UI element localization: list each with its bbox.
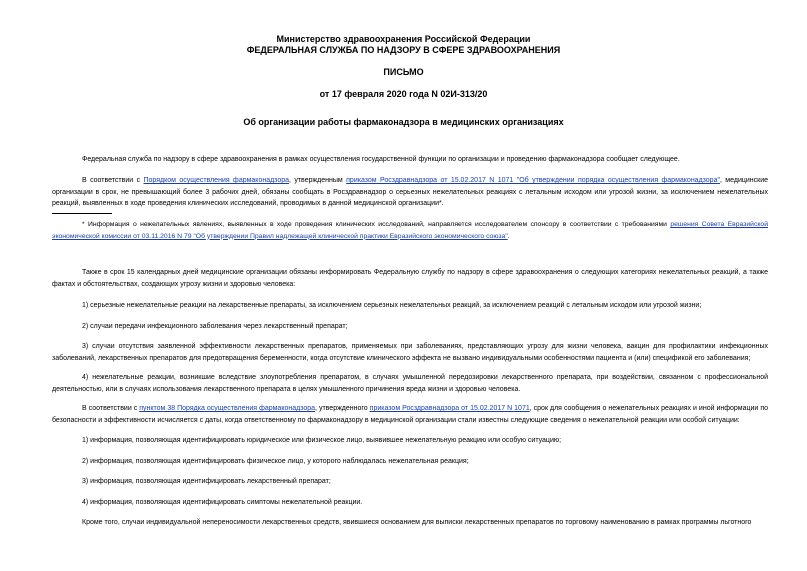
document-title: Об организации работы фармаконадзора в медицинских организациях bbox=[243, 117, 564, 127]
list2-item-4-text: 4) информация, позволяющая идентифицировать симптомы нежелательной реакции. bbox=[82, 499, 363, 506]
p2-text-c: , медицинские организации в срок, не превышающий более 3 рабочих дней, обязаны сообщать в Росздравнадзор о серьезных нежелательных реакциях с летальным исходом или угрозой жизни, за исключением нежелательных реакций, выявленных в ходе проведения клинических исследований, проводимых в данной медицинской организации*. bbox=[52, 177, 769, 207]
doc-type-heading: ПИСЬМО bbox=[383, 67, 424, 77]
order-1071-link-2[interactable]: приказом Росздравнадзора от 15.02.2017 N 1071 bbox=[369, 405, 530, 412]
p2-text-b: , утвержденным bbox=[289, 177, 347, 184]
order-link[interactable]: Порядком осуществления фармаконадзора bbox=[143, 177, 289, 184]
p4-text-c: , срок для сообщения о нежелательных реакциях и иной информации по безопасности и эффективности исчисляется с даты, когда ответственному по фармаконадзору в медицинской организации стали известны следующие сведения о нежелательной реакции или особой ситуации: bbox=[52, 405, 769, 424]
p4-text-b: , утвержденного bbox=[315, 405, 370, 412]
list2-item-3-text: 3) информация, позволяющая идентифицировать лекарственный препарат; bbox=[82, 478, 331, 485]
footnote-divider bbox=[52, 213, 112, 214]
footnote bbox=[52, 219, 768, 242]
list2-item-4 bbox=[52, 497, 768, 509]
order-1071-link[interactable]: приказом Росздравнадзора от 15.02.2017 N 1071 "Об утверждении порядка осуществления фармаконадзора" bbox=[346, 177, 720, 184]
service-heading: ФЕДЕРАЛЬНАЯ СЛУЖБА ПО НАДЗОРУ В СФЕРЕ ЗДРАВООХРАНЕНИЯ bbox=[246, 45, 561, 55]
paragraph-15-days bbox=[52, 267, 768, 290]
paragraph-order-reference bbox=[52, 175, 768, 210]
clause-38-link[interactable]: пунктом 38 Порядка осуществления фармаконадзора bbox=[139, 405, 316, 412]
paragraph-clause-38 bbox=[52, 403, 768, 426]
p2-text-a: В соответствии с bbox=[82, 177, 144, 184]
list1-item-4-text: 4) нежелательные реакции, возникшие вследствие злоупотребления препаратом, в случаях умышленной передозировки лекарственного препарата, при воздействии, связанном с профессиональной деятельностью, или в случаях использования лекарственного препарата в целях умышленного причинения вреда жизни и здоровью человека. bbox=[52, 374, 768, 393]
list1-item-4 bbox=[52, 372, 768, 395]
list2-item-1 bbox=[52, 435, 768, 447]
paragraph-intolerance bbox=[52, 517, 768, 529]
list1-item-3 bbox=[52, 341, 768, 364]
list2-item-2 bbox=[52, 456, 768, 468]
list1-item-2 bbox=[52, 321, 768, 333]
ministry-heading: Министерство здравоохранения Российской Федерации bbox=[276, 34, 531, 44]
footnote-text-b: . bbox=[507, 232, 510, 240]
p5-text: Кроме того, случаи индивидуальной непереносимости лекарственных средств, явившиеся основанием для выписки лекарственных препаратов по торговому наименованию в рамках программы льготного bbox=[82, 519, 752, 526]
list2-item-3 bbox=[52, 476, 768, 488]
footnote-text-a: * Информация о нежелательных явлениях, выявленных в ходе проведения клинических исследований, направляется исследователем спонсору в соответствии с требованиями bbox=[82, 221, 671, 228]
list2-item-2-text: 2) информация, позволяющая идентифицировать физическое лицо, у которого наблюдалась нежелательная реакция; bbox=[82, 458, 469, 465]
p3-text: Также в срок 15 календарных дней медицинские организации обязаны информировать Федеральную службу по надзору в сфере здравоохранения о следующих категориях нежелательных реакций, а также фактах и обстоятельствах, создающих угрозу жизни и здоровью человека: bbox=[52, 269, 768, 288]
intro-paragraph bbox=[52, 154, 768, 166]
intro-text: Федеральная служба по надзору в сфере здравоохранения в рамках осуществления государственной функции по организации и проведению фармаконадзора сообщает следующее. bbox=[82, 156, 680, 163]
list1-item-1-text: 1) серьезные нежелательные реакции на лекарственные препараты, за исключением серьезных нежелательных реакций, за исключением реакций с летальным исходом или угрозой жизни; bbox=[82, 302, 702, 309]
eec-decision-link[interactable]: решения Совета Евразийской экономической комиссии от 03.11.2016 N 79 "Об утверждении Правил надлежащей клинической практики Евразийского экономического союза" bbox=[52, 221, 768, 240]
p4-text-a: В соответствии с bbox=[82, 405, 140, 412]
list2-item-1-text: 1) информация, позволяющая идентифицировать юридическое или физическое лицо, выявившее нежелательную реакцию или особую ситуацию; bbox=[82, 437, 562, 444]
list1-item-2-text: 2) случаи передачи инфекционного заболевания через лекарственный препарат; bbox=[82, 323, 348, 330]
list1-item-1 bbox=[52, 300, 768, 312]
date-number-heading: от 17 февраля 2020 года N 02И-313/20 bbox=[319, 89, 488, 99]
list1-item-3-text: 3) случаи отсутствия заявленной эффективности лекарственных препаратов, применяемых при заболеваниях, представляющих угрозу для жизни человека, вакцин для профилактики инфекционных заболеваний, лекарственных препаратов для предотвращения беременности, когда отсутствие клинического эффекта не вызвано индивидуальными особенностями пациента и (или) спецификой его заболевания; bbox=[52, 343, 768, 362]
